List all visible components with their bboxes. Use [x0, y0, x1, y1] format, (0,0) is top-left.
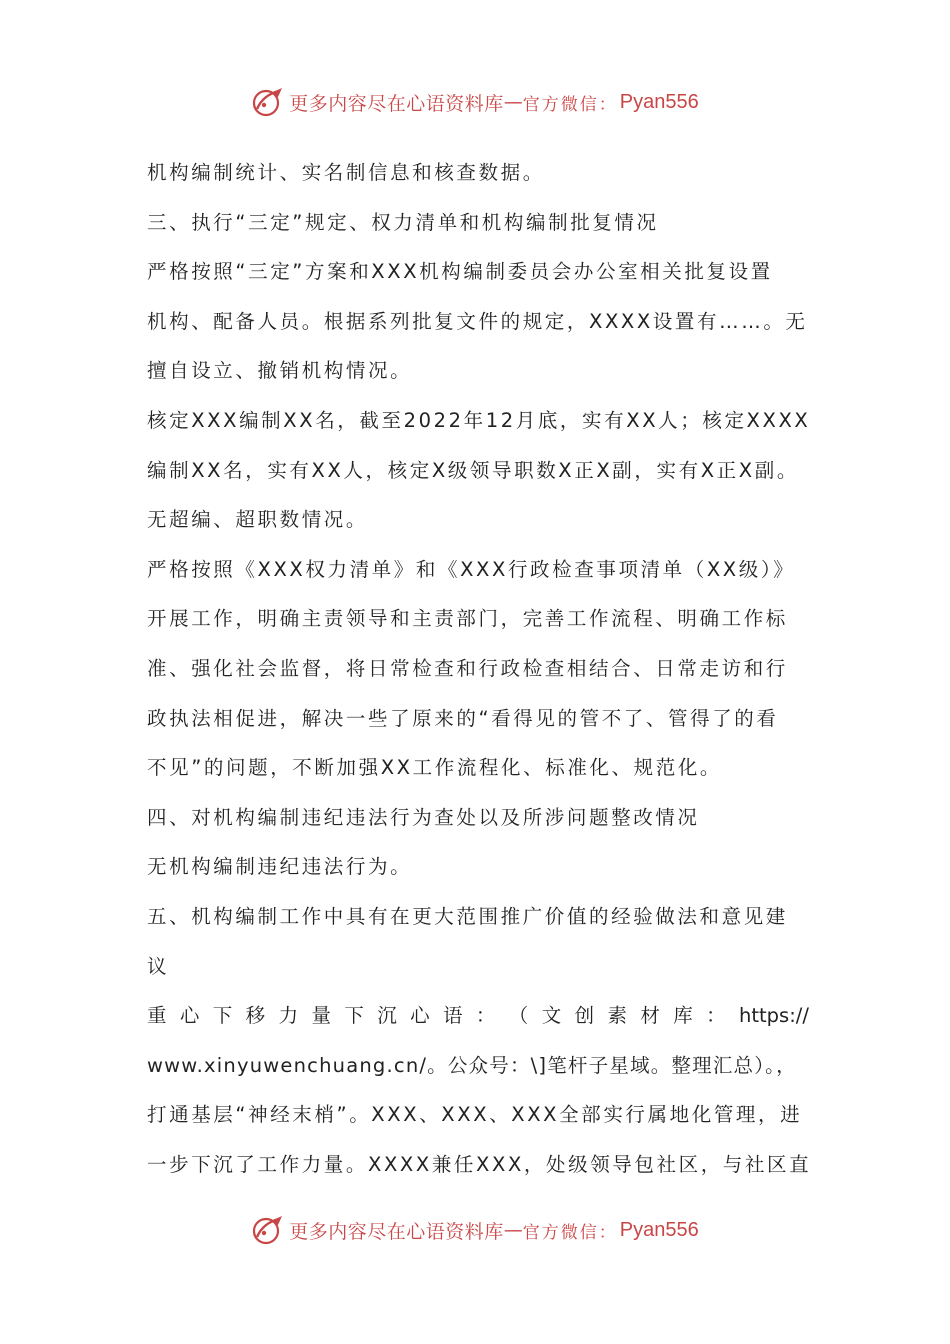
- pen-logo-icon: [251, 85, 285, 119]
- text-line: 一步下沉了工作力量。XXXX兼任XXX，处级领导包社区，与社区直: [147, 1152, 812, 1176]
- char: 心: [410, 1004, 430, 1028]
- char: 力: [278, 1004, 299, 1028]
- section-heading-3: 三、执行“三定”规定、权力清单和机构编制批复情况: [147, 210, 659, 234]
- banner-wechat-label: 官方微信：: [522, 1222, 618, 1243]
- section-heading-5: 五、机构编制工作中具有在更大范围推广价值的经验做法和意见建: [147, 904, 788, 928]
- char: 下: [212, 1004, 233, 1028]
- document-body: [147, 148, 812, 1189]
- pen-logo-icon: [251, 1213, 285, 1247]
- text-line: 核定XXX编制XX名，截至2022年12月底，实有XX人；核定XXXX: [147, 408, 811, 432]
- char: （: [508, 1004, 529, 1028]
- char: 创: [574, 1004, 595, 1028]
- char: 重: [147, 1004, 167, 1028]
- char: 移: [245, 1004, 266, 1028]
- text-line: 机构编制统计、实名制信息和核查数据。: [147, 161, 545, 184]
- text-line: 严格按照《XXX权力清单》和《XXX行政检查事项清单（XX级）》: [147, 557, 796, 581]
- text-line: 政执法相促进，解决一些了原来的“看得见的管不了、管得了的看: [147, 706, 779, 730]
- text-line: www.xinyuwenchuang.cn/。公众号：\]笔杆子星域。整理汇总）。，: [147, 1053, 797, 1077]
- url-fragment: https://: [739, 1004, 809, 1028]
- text-line: 开展工作，明确主责领导和主责部门，完善工作流程、明确工作标: [147, 607, 788, 631]
- banner-separator: —: [503, 91, 523, 113]
- section-heading-4: 四、对机构编制违纪违法行为查处以及所涉问题整改情况: [147, 805, 700, 829]
- spaced-text-line: [147, 991, 809, 1041]
- header-banner: [0, 82, 950, 122]
- banner-site-text: 更多内容尽在心语资料库: [289, 1220, 504, 1243]
- text-line: 擅自设立、撤销机构情况。: [147, 359, 413, 383]
- char: 库: [673, 1004, 693, 1028]
- text-line: 无超编、超职数情况。: [147, 508, 369, 532]
- banner-site-text: 更多内容尽在心语资料库: [289, 92, 504, 115]
- char: 材: [640, 1004, 660, 1028]
- char: 沉: [377, 1004, 397, 1028]
- text-line: 严格按照“三定”方案和XXX机构编制委员会办公室相关批复设置: [147, 260, 773, 284]
- char: 量: [311, 1004, 331, 1028]
- text-line: 打通基层“神经末梢”。XXX、XXX、XXX全部实行属地化管理，进: [147, 1103, 803, 1127]
- char: ：: [706, 1004, 726, 1028]
- banner-wechat-id: Pyan556: [619, 1218, 699, 1241]
- banner-wechat-label: 官方微信：: [522, 94, 618, 115]
- char: 语: [443, 1004, 463, 1028]
- banner-wechat-id: Pyan556: [619, 90, 699, 113]
- text-line: 无机构编制违纪违法行为。: [147, 855, 413, 879]
- char: 文: [541, 1004, 562, 1028]
- footer-banner: [0, 1210, 950, 1250]
- char: ：: [475, 1004, 496, 1028]
- char: 素: [607, 1004, 627, 1028]
- char: 心: [179, 1004, 200, 1028]
- char: 下: [344, 1004, 364, 1028]
- banner-separator: —: [503, 1219, 523, 1241]
- text-line: 不见”的问题，不断加强XX工作流程化、标准化、规范化。: [147, 756, 723, 780]
- text-line: 议: [147, 954, 170, 978]
- text-line: 编制XX名，实有XX人，核定X级领导职数X正X副，实有X正X副。: [147, 458, 799, 482]
- text-line: 机构、配备人员。根据系列批复文件的规定，XXXX设置有……。无: [147, 309, 808, 333]
- text-line: 准、强化社会监督，将日常检查和行政检查相结合、日常走访和行: [147, 656, 788, 680]
